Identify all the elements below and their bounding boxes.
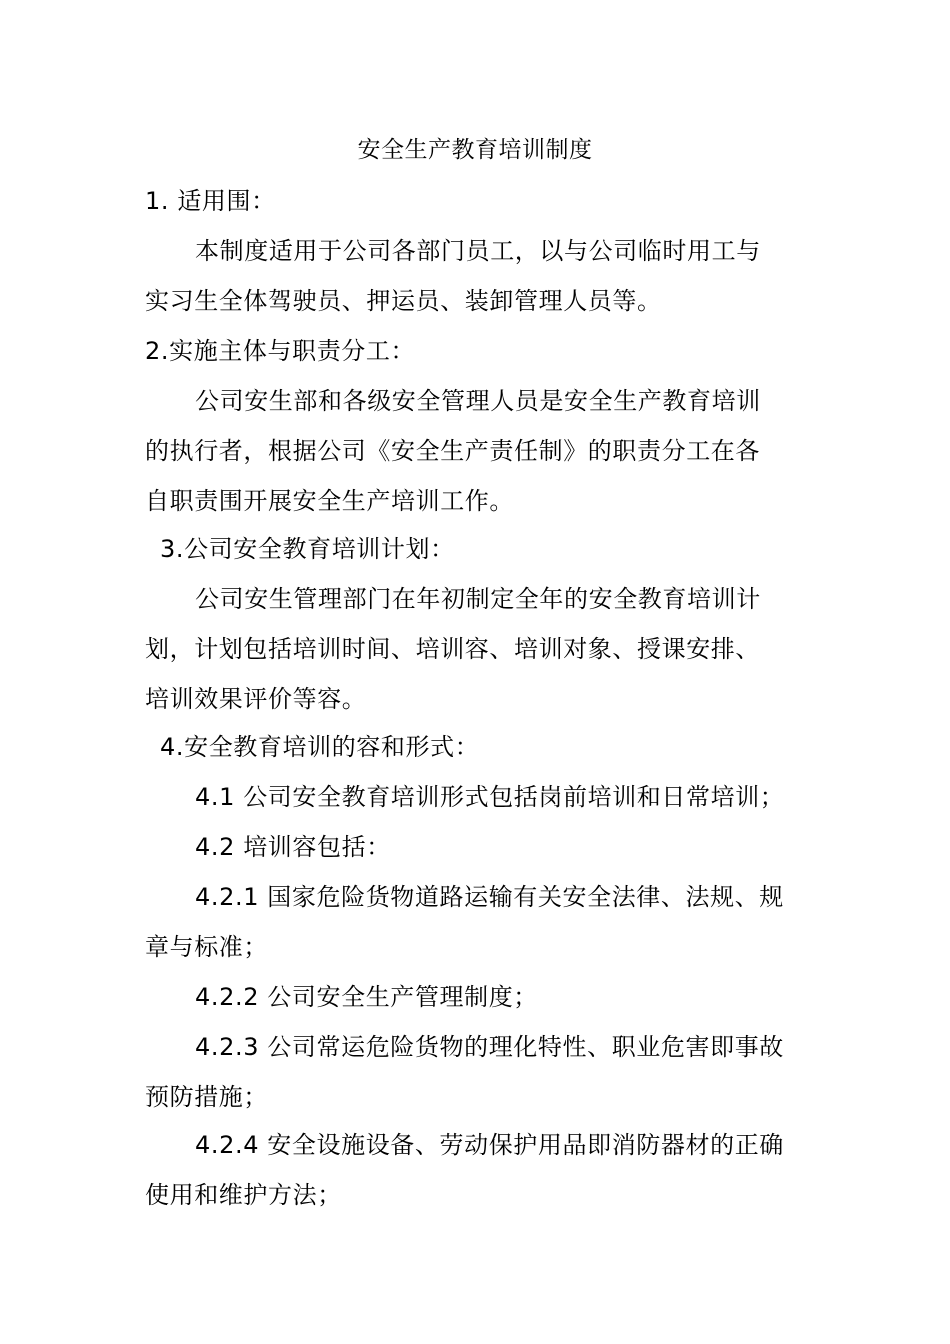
- section-1-heading: 1. 适用围：: [145, 187, 276, 215]
- section-3-paragraph: 公司安生管理部门在年初制定全年的安全教育培训计 划，计划包括培训时间、培训容、培训对象、授课安排、 培训效果评价等容。: [145, 585, 761, 713]
- clause-4-2-3: 4.2.3 公司常运危险货物的理化特性、职业危害即事故 预防措施；: [145, 1033, 784, 1111]
- document-title: 安全生产教育培训制度: [357, 137, 593, 163]
- clause-4-1: 4.1 公司安全教育培训形式包括岗前培训和日常培训；: [195, 783, 785, 811]
- clause-4-2-2: 4.2.2 公司安全生产管理制度；: [195, 983, 538, 1011]
- section-1-paragraph: 本制度适用于公司各部门员工，以与公司临时用工与 实习生全体驾驶员、押运员、装卸管理人员等。: [145, 237, 761, 315]
- clause-4-2: 4.2 培训容包括：: [195, 833, 391, 861]
- section-3-heading: 3.公司安全教育培训计划：: [160, 535, 455, 563]
- clause-4-2-4: 4.2.4 安全设施设备、劳动保护用品即消防器材的正确 使用和维护方法；: [145, 1131, 784, 1209]
- section-2-paragraph: 公司安生部和各级安全管理人员是安全生产教育培训 的执行者，根据公司《安全生产责任制》的职责分工在各 自职责围开展安全生产培训工作。: [145, 387, 761, 515]
- section-2-heading: 2.实施主体与职责分工：: [145, 337, 416, 365]
- section-4-heading: 4.安全教育培训的容和形式：: [160, 733, 480, 761]
- clause-4-2-1: 4.2.1 国家危险货物道路运输有关安全法律、法规、规 章与标准；: [145, 883, 784, 961]
